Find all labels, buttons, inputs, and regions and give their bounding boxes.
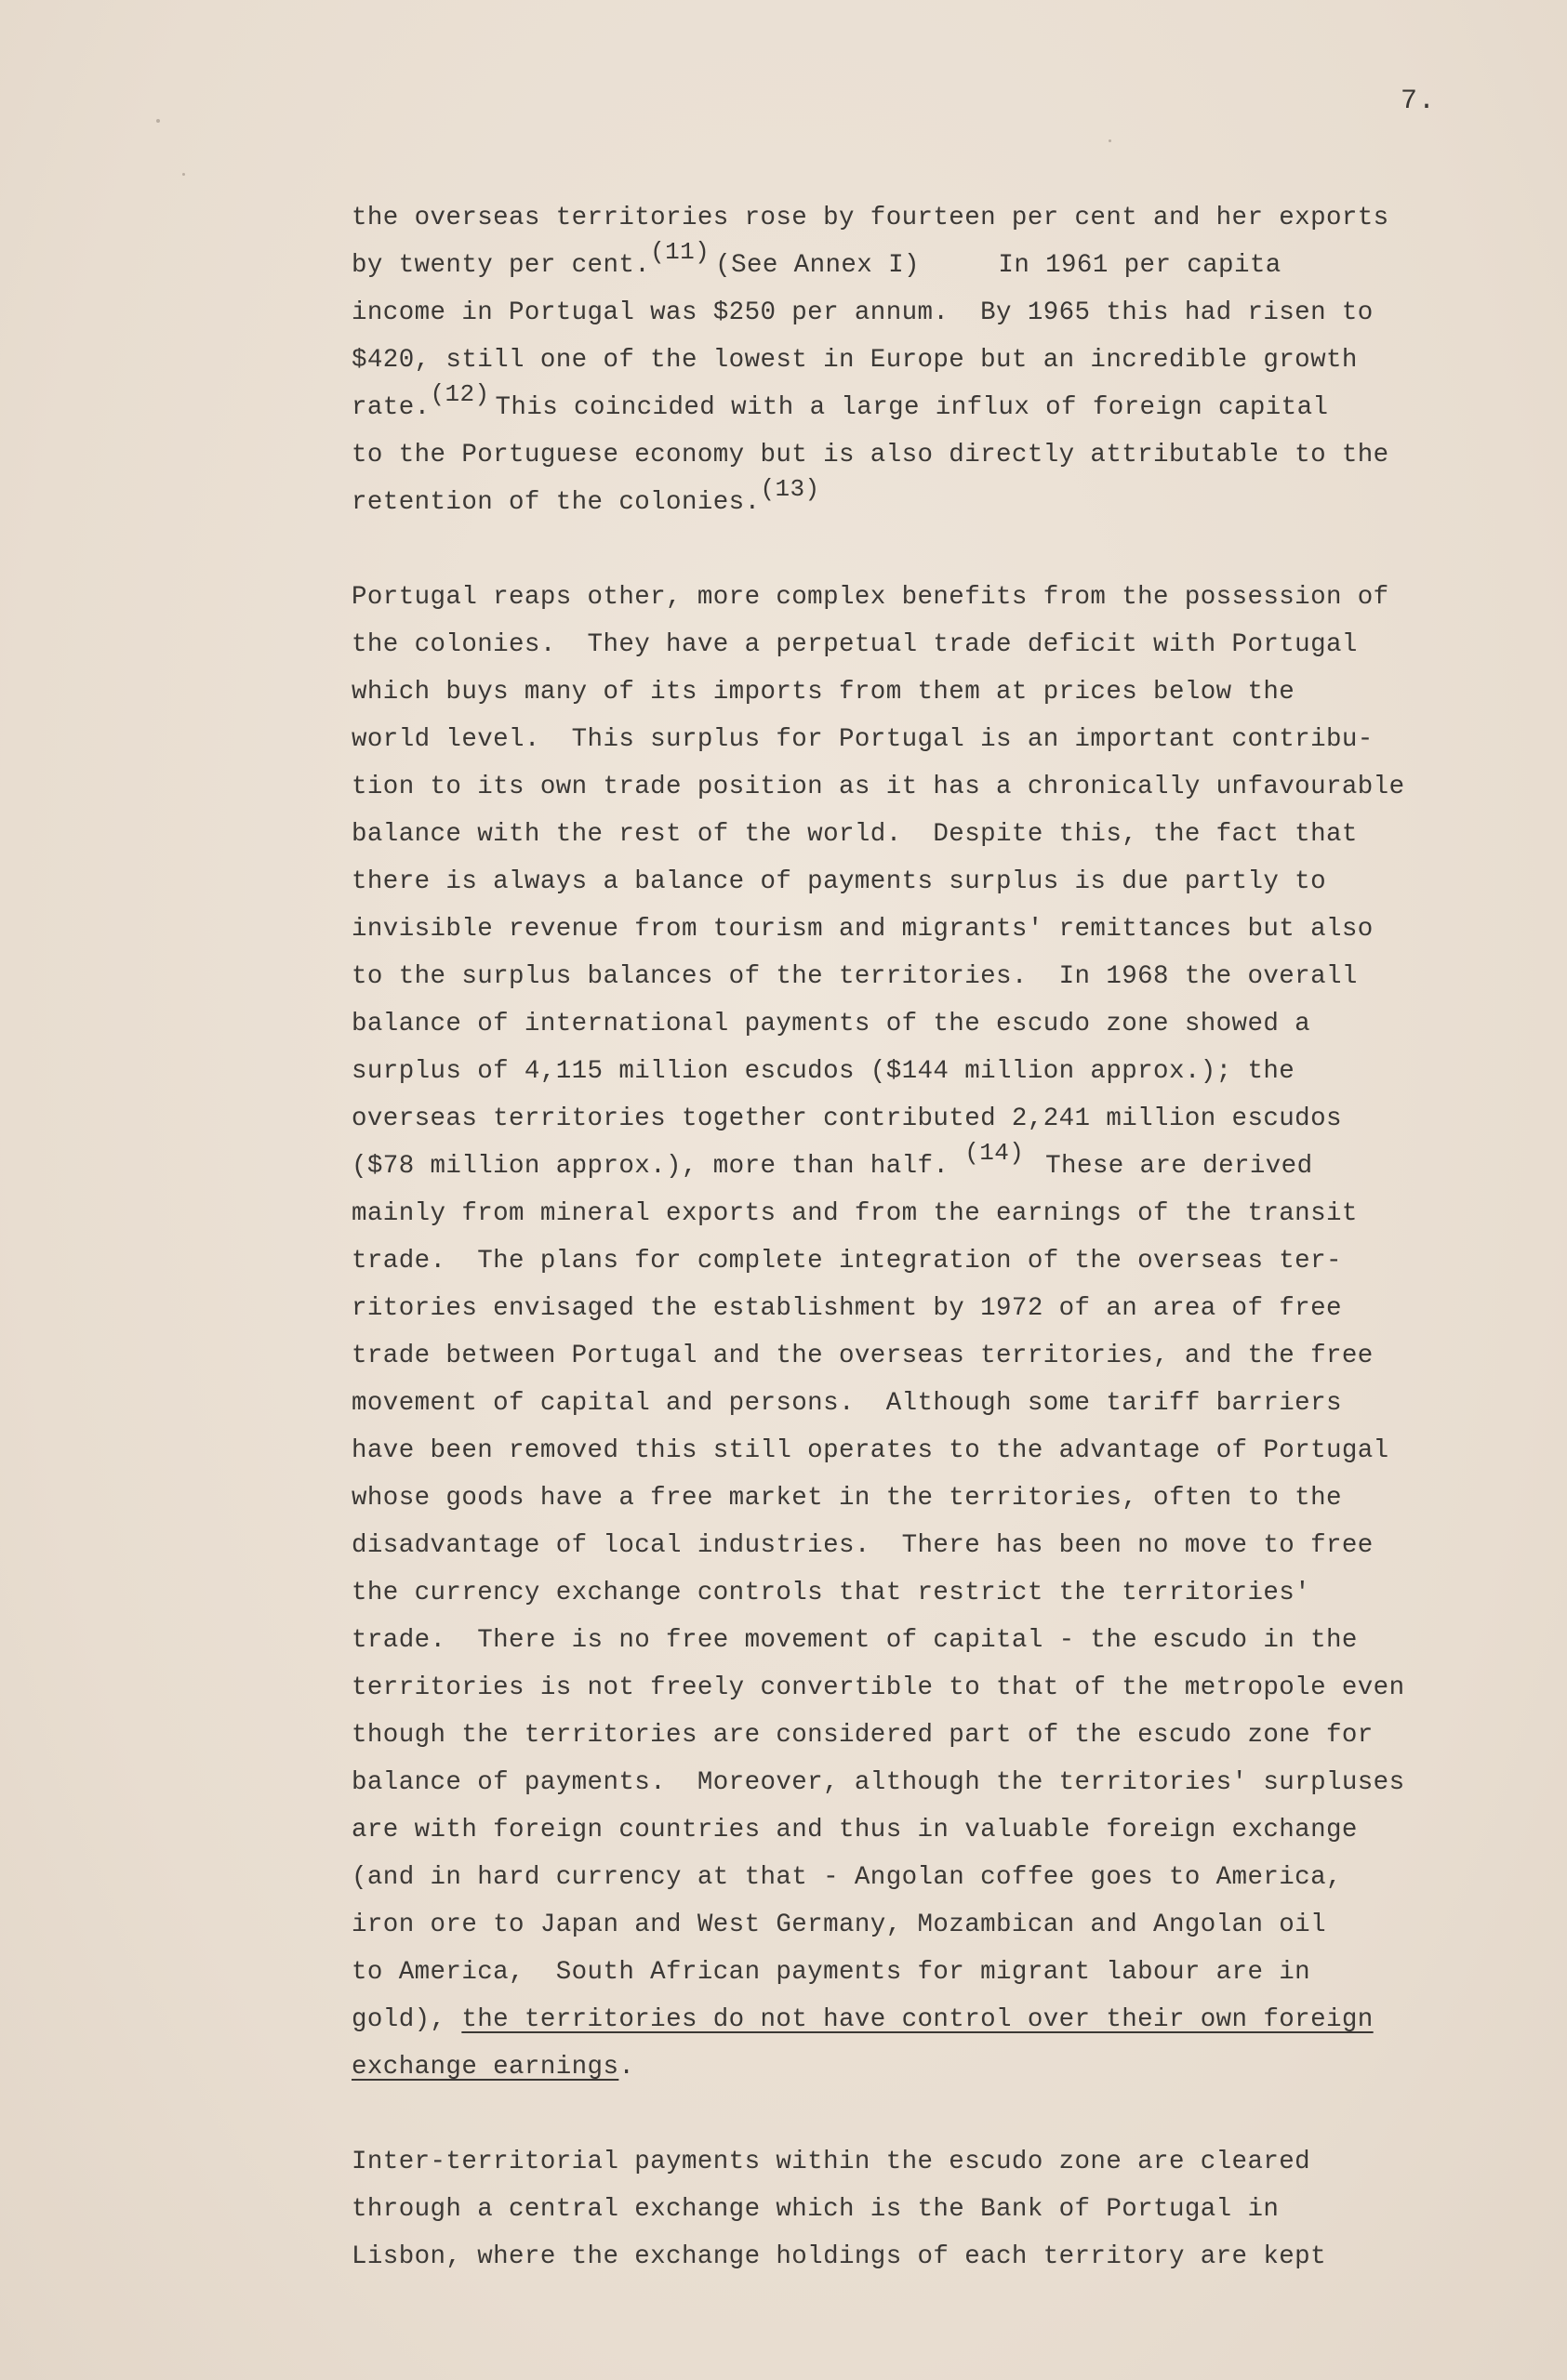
text-line: world level. This surplus for Portugal is an important contribu- [352, 725, 1374, 754]
text-line: which buys many of its imports from them at prices below the [352, 678, 1295, 707]
text-line: balance of payments. Moreover, although the territories' surpluses [352, 1768, 1405, 1797]
underlined-text: exchange earnings [352, 2053, 619, 2082]
text-segment: rate. [352, 393, 431, 422]
text-line: have been removed this still operates to the advantage of Portugal [352, 1436, 1389, 1465]
text-line: surplus of 4,115 million escudos ($144 million approx.); the [352, 1057, 1295, 1086]
text-line: the overseas territories rose by fourteen per cent and her exports [352, 204, 1389, 232]
text-line: movement of capital and persons. Although some tariff barriers [352, 1389, 1342, 1418]
text-line [352, 475, 1505, 526]
underlined-text: the territories do not have control over their own foreign [461, 2005, 1374, 2034]
text-segment: retention of the colonies. [352, 488, 761, 517]
paragraph-3 [352, 2138, 1505, 2281]
text-line: through a central exchange which is the Bank of Portugal in [352, 2195, 1280, 2224]
text-line: whose goods have a free market in the territories, often to the [352, 1484, 1342, 1513]
text-segment: by twenty per cent. [352, 251, 651, 280]
text-line [352, 1996, 1505, 2043]
text-line: trade. There is no free movement of capital - the escudo in the [352, 1626, 1358, 1655]
paper-speck [182, 173, 185, 176]
text-line [352, 1139, 1505, 1190]
page-number: 7. [1401, 86, 1437, 117]
text-segment: gold), [352, 2005, 462, 2034]
text-line: ritories envisaged the establishment by 1972 of an area of free [352, 1294, 1342, 1323]
text-line [352, 380, 1505, 431]
paragraph-2 [352, 574, 1505, 2091]
text-line: Portugal reaps other, more complex benefits from the possession of [352, 583, 1389, 612]
text-line: there is always a balance of payments surplus is due partly to [352, 867, 1326, 896]
text-line: invisible revenue from tourism and migrants' remittances but also [352, 915, 1374, 944]
text-segment: ($78 million approx.), more than half. [352, 1152, 949, 1181]
text-line: trade between Portugal and the overseas territories, and the free [352, 1342, 1374, 1370]
text-line [352, 2043, 1505, 2091]
text-line: to the surplus balances of the territories. In 1968 the overall [352, 962, 1358, 991]
footnote-marker-11: (11) [650, 238, 710, 266]
text-line: disadvantage of local industries. There has been no move to free [352, 1531, 1374, 1560]
text-line: Lisbon, where the exchange holdings of each territory are kept [352, 2242, 1326, 2271]
text-line: overseas territories together contributed 2,241 million escudos [352, 1104, 1342, 1133]
text-line: to the Portuguese economy but is also directly attributable to the [352, 441, 1389, 469]
text-line: though the territories are considered part of the escudo zone for [352, 1721, 1374, 1750]
text-segment: (See Annex I) In 1961 per capita [715, 251, 1281, 280]
paper-speck [1109, 139, 1111, 142]
text-line: territories is not freely convertible to that of the metropole even [352, 1673, 1405, 1702]
text-line: income in Portugal was $250 per annum. By 1965 this had risen to [352, 298, 1374, 327]
paragraph-1 [352, 194, 1505, 526]
footnote-marker-14: (14) [964, 1139, 1025, 1167]
body-text [352, 194, 1505, 2328]
footnote-marker-13: (13) [760, 475, 820, 503]
text-segment: This coincided with a large influx of foreign capital [495, 393, 1329, 422]
paper-speck [156, 119, 160, 123]
footnote-marker-12: (12) [430, 380, 490, 408]
text-line: iron ore to Japan and West Germany, Mozambican and Angolan oil [352, 1911, 1326, 1939]
text-line: tion to its own trade position as it has a chronically unfavourable [352, 773, 1405, 801]
text-line: trade. The plans for complete integration of the overseas ter- [352, 1247, 1342, 1276]
text-line: to America, South African payments for migrant labour are in [352, 1958, 1311, 1987]
text-segment: . [618, 2053, 635, 2082]
text-line [352, 238, 1505, 289]
text-line: mainly from mineral exports and from the earnings of the transit [352, 1199, 1358, 1228]
text-line: the colonies. They have a perpetual trade deficit with Portugal [352, 630, 1358, 659]
text-line: Inter-territorial payments within the escudo zone are cleared [352, 2148, 1311, 2176]
text-line: (and in hard currency at that - Angolan coffee goes to America, [352, 1863, 1342, 1892]
text-line: balance with the rest of the world. Despite this, the fact that [352, 820, 1358, 849]
text-segment: These are derived [1045, 1152, 1313, 1181]
text-line: balance of international payments of the escudo zone showed a [352, 1010, 1311, 1038]
text-line: $420, still one of the lowest in Europe but an incredible growth [352, 346, 1358, 375]
text-line: are with foreign countries and thus in valuable foreign exchange [352, 1816, 1358, 1844]
text-line: the currency exchange controls that restrict the territories' [352, 1579, 1311, 1607]
